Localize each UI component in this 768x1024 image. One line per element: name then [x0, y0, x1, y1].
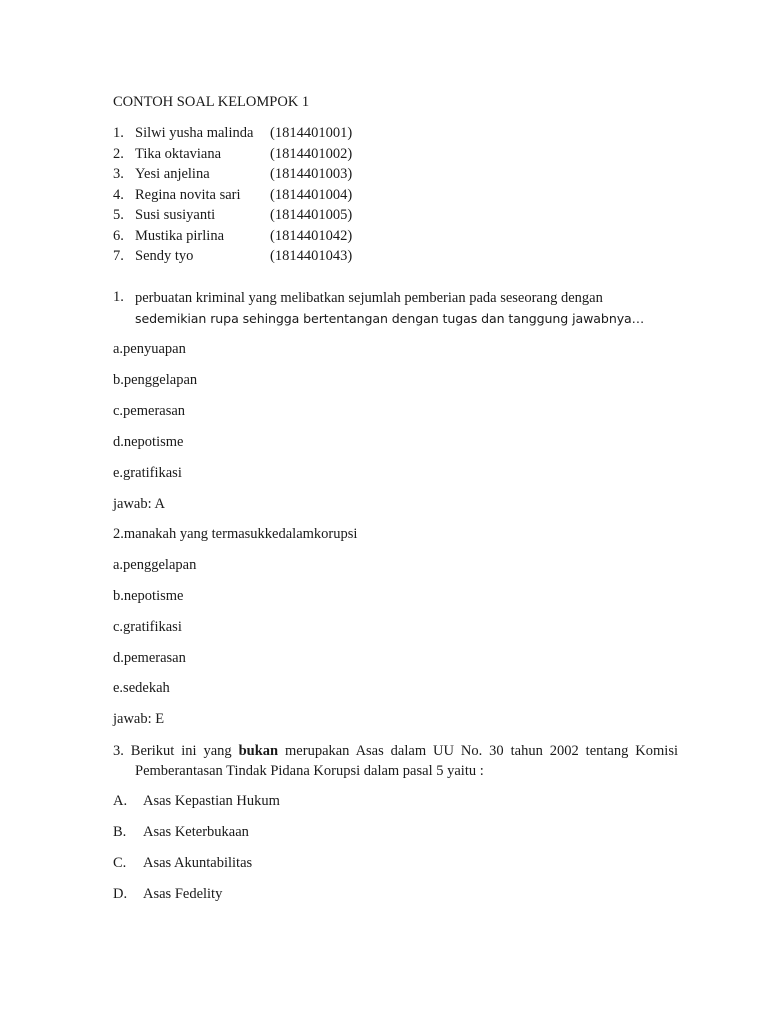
member-name: Tika oktaviana: [135, 146, 222, 162]
question-text-line: Pemberantasan Tindak Pidana Korupsi dalam pasal 5 yaitu :: [135, 763, 484, 779]
member-name: Yesi anjelina: [135, 166, 210, 182]
option-letter: B.: [113, 824, 127, 840]
option-letter: A.: [113, 793, 128, 809]
option-text: Asas Keterbukaan: [143, 824, 249, 840]
question-number: 1.: [113, 289, 124, 305]
question-text: merupakan Asas dalam UU No. 30 tahun 2002 tentang Komisi: [278, 743, 678, 759]
option-text: Asas Akuntabilitas: [143, 855, 253, 871]
member-id: (1814401005): [270, 207, 353, 223]
answer-line: jawab: E: [113, 711, 165, 727]
member-number: 7.: [113, 248, 124, 264]
member-id: (1814401042): [270, 228, 353, 244]
member-name: Silwi yusha malinda: [135, 125, 254, 141]
question-text: 3. Berikut ini yang: [113, 743, 239, 759]
option-letter: D.: [113, 886, 128, 902]
option-item: e.sedekah: [113, 680, 170, 696]
member-id: (1814401001): [270, 125, 353, 141]
option-text: Asas Kepastian Hukum: [143, 793, 280, 809]
question-2: 2.manakah yang termasukkedalamkorupsi: [113, 526, 358, 542]
option-item: d.pemerasan: [113, 650, 186, 666]
option-item: c.gratifikasi: [113, 619, 182, 635]
option-item: e.gratifikasi: [113, 465, 182, 481]
member-id: (1814401043): [270, 248, 353, 264]
option-text: Asas Fedelity: [143, 886, 223, 902]
member-number: 5.: [113, 207, 124, 223]
option-item: a.penggelapan: [113, 557, 197, 573]
question-text-line: perbuatan kriminal yang melibatkan sejumlah pemberian pada seseorang dengan: [135, 290, 603, 306]
member-name: Sendy tyo: [135, 248, 194, 264]
question-text-line: sedemikian rupa sehingga bertentangan dengan tugas dan tanggung jawabnya…: [135, 311, 645, 326]
option-item: d.nepotisme: [113, 434, 184, 450]
member-name: Susi susiyanti: [135, 207, 216, 223]
option-item: b.penggelapan: [113, 372, 198, 388]
member-name: Mustika pirlina: [135, 228, 225, 244]
option-letter: C.: [113, 855, 127, 871]
member-name: Regina novita sari: [135, 187, 241, 203]
option-item: a.penyuapan: [113, 341, 186, 357]
option-item: c.pemerasan: [113, 403, 186, 419]
member-number: 6.: [113, 228, 124, 244]
question-3: [113, 741, 678, 762]
member-number: 3.: [113, 166, 124, 182]
option-item: b.nepotisme: [113, 588, 184, 604]
question-emphasis: bukan: [238, 743, 279, 759]
member-number: 4.: [113, 187, 124, 203]
member-id: (1814401002): [270, 146, 353, 162]
member-id: (1814401003): [270, 166, 353, 182]
member-id: (1814401004): [270, 187, 353, 203]
member-number: 2.: [113, 146, 124, 162]
answer-line: jawab: A: [113, 496, 165, 512]
document-title: CONTOH SOAL KELOMPOK 1: [113, 94, 310, 110]
member-number: 1.: [113, 125, 124, 141]
